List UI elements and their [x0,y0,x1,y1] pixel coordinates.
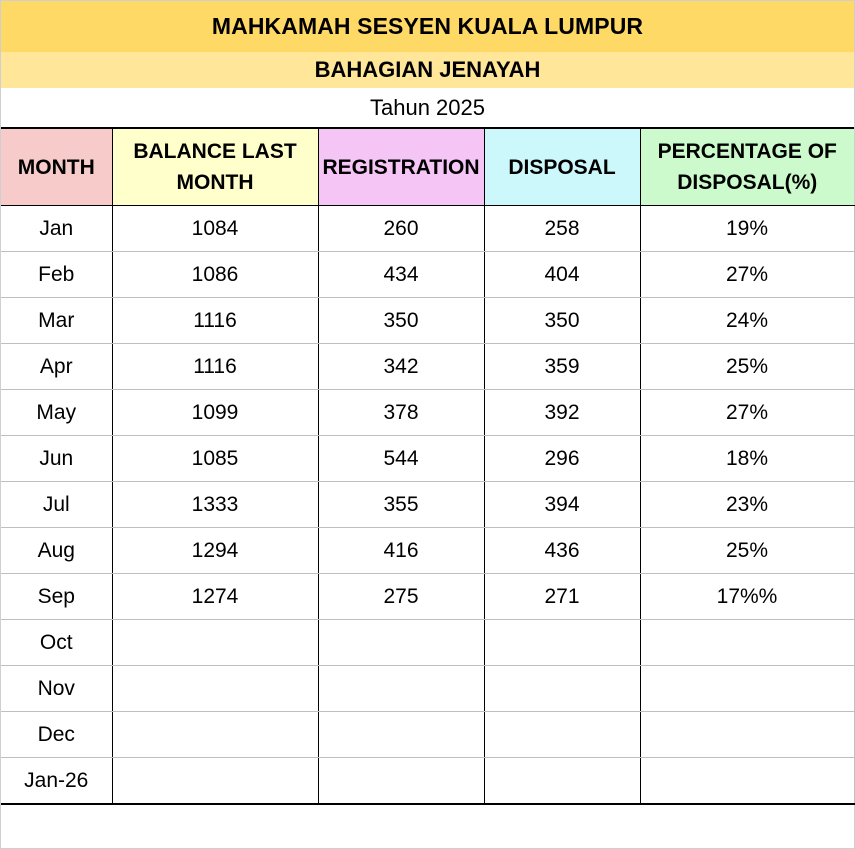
cell-month[interactable]: Jan-26 [1,758,112,805]
cell-month[interactable]: Aug [1,528,112,574]
table-row [1,666,854,712]
cell-disposal[interactable] [484,666,640,712]
report-subtitle[interactable]: BAHAGIAN JENAYAH [1,52,854,88]
cell-registration[interactable]: 378 [318,390,484,436]
case-statistics-table [1,127,855,805]
cell-balance[interactable]: 1116 [112,344,318,390]
cell-registration[interactable]: 434 [318,252,484,298]
header-balance-label-line1: BALANCE LAST [133,140,297,163]
cell-registration[interactable]: 355 [318,482,484,528]
cell-disposal[interactable]: 296 [484,436,640,482]
header-disposal[interactable] [484,128,640,206]
cell-month[interactable]: Apr [1,344,112,390]
cell-registration[interactable]: 342 [318,344,484,390]
cell-balance[interactable] [112,666,318,712]
table-row [1,620,854,666]
cell-disposal[interactable]: 392 [484,390,640,436]
cell-percentage[interactable] [640,620,854,666]
cell-percentage[interactable]: 18% [640,436,854,482]
header-balance-last-month[interactable] [112,128,318,206]
cell-registration[interactable]: 544 [318,436,484,482]
cell-percentage[interactable]: 25% [640,344,854,390]
cell-registration[interactable]: 275 [318,574,484,620]
cell-disposal[interactable] [484,620,640,666]
header-disposal-label: DISPOSAL [508,155,616,179]
cell-percentage[interactable]: 17%% [640,574,854,620]
cell-month[interactable]: Nov [1,666,112,712]
header-percentage-of-disposal[interactable] [640,128,854,206]
cell-month[interactable]: Dec [1,712,112,758]
cell-balance[interactable]: 1085 [112,436,318,482]
cell-balance[interactable]: 1274 [112,574,318,620]
cell-percentage[interactable] [640,666,854,712]
cell-registration[interactable]: 416 [318,528,484,574]
header-percentage-label-line1: PERCENTAGE OF [657,140,837,163]
cell-month[interactable]: Mar [1,298,112,344]
cell-percentage[interactable]: 23% [640,482,854,528]
cell-month[interactable]: Jul [1,482,112,528]
cell-registration[interactable]: 260 [318,206,484,252]
table-row [1,758,854,805]
cell-percentage[interactable]: 19% [640,206,854,252]
cell-disposal[interactable]: 394 [484,482,640,528]
cell-balance[interactable] [112,620,318,666]
cell-balance[interactable]: 1099 [112,390,318,436]
cell-balance[interactable] [112,758,318,805]
cell-balance[interactable]: 1294 [112,528,318,574]
cell-month[interactable]: Jan [1,206,112,252]
cell-percentage[interactable] [640,712,854,758]
cell-disposal[interactable] [484,712,640,758]
cell-balance[interactable]: 1116 [112,298,318,344]
cell-month[interactable]: May [1,390,112,436]
cell-balance[interactable] [112,712,318,758]
cell-percentage[interactable]: 24% [640,298,854,344]
cell-month[interactable]: Sep [1,574,112,620]
cell-percentage[interactable]: 27% [640,390,854,436]
cell-disposal[interactable]: 271 [484,574,640,620]
table-row [1,712,854,758]
cell-disposal[interactable]: 404 [484,252,640,298]
table-row [1,390,854,436]
cell-balance[interactable]: 1333 [112,482,318,528]
header-registration-label: REGISTRATION [322,155,480,179]
cell-disposal[interactable]: 258 [484,206,640,252]
cell-percentage[interactable]: 27% [640,252,854,298]
header-percentage-label-line2: DISPOSAL(%) [677,171,818,194]
cell-percentage[interactable] [640,758,854,805]
table-row [1,252,854,298]
table-row [1,574,854,620]
table-header-row [1,128,854,206]
report-year[interactable]: Tahun 2025 [1,88,854,127]
cell-balance[interactable]: 1084 [112,206,318,252]
table-row [1,298,854,344]
header-month-label: MONTH [17,155,95,179]
cell-percentage[interactable]: 25% [640,528,854,574]
cell-disposal[interactable]: 359 [484,344,640,390]
cell-registration[interactable] [318,758,484,805]
cell-registration[interactable]: 350 [318,298,484,344]
table-row [1,436,854,482]
cell-disposal[interactable]: 350 [484,298,640,344]
cell-month[interactable]: Oct [1,620,112,666]
table-row [1,344,854,390]
cell-month[interactable]: Feb [1,252,112,298]
header-month[interactable] [1,128,112,206]
cell-balance[interactable]: 1086 [112,252,318,298]
cell-month[interactable]: Jun [1,436,112,482]
cell-registration[interactable] [318,620,484,666]
cell-disposal[interactable]: 436 [484,528,640,574]
report-title[interactable]: MAHKAMAH SESYEN KUALA LUMPUR [1,1,854,52]
cell-registration[interactable] [318,712,484,758]
table-row [1,206,854,252]
table-row [1,528,854,574]
table-row [1,482,854,528]
cell-disposal[interactable] [484,758,640,805]
cell-registration[interactable] [318,666,484,712]
header-balance-label-line2: MONTH [176,171,254,194]
header-registration[interactable] [318,128,484,206]
